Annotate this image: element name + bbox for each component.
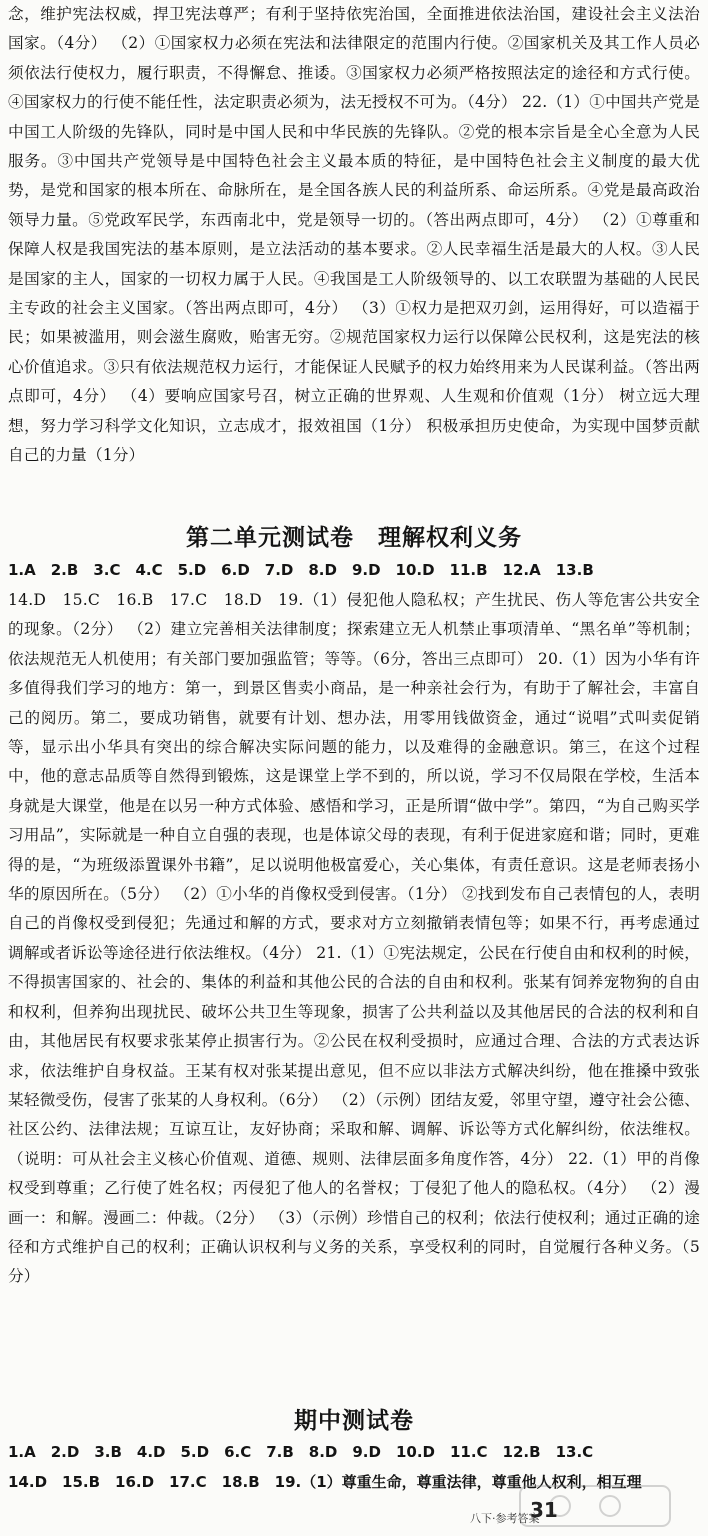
midterm-choice-answers-line1: 1.A 2.D 3.B 4.D 5.D 6.C 7.B 8.D 9.D 10.D 11.C 12.B 13.C	[8, 1443, 594, 1461]
section1-answer-text: 念，维护宪法权威，捍卫宪法尊严；有利于坚持依宪治国，全面推进依法治国，建设社会主义法治国家。（4分） （2）①国家权力必须在宪法和法律限定的范围内行使。②国家机关及其工作人员必须依法行使权力，履行职责，不得懈怠、推诿。③国家权力必须严格按照法定的途径和方式行使。④国家权力的行使不能任性，法定职责必须为，法无授权不可为。（4分） 22.（1）①中国共产党是中国工人阶级的先锋队，同时是中国人民和中华民族的先锋队。②党的根本宗旨是全心全意为人民服务。③中国共产党领导是中国特色社会主义最本质的特征，是中国特色社会主义制度的最大优势，是党和国家的根本所在、命脉所在，是全国各族人民的利益所系、命运所系。④党是最高政治领导力量。⑤党政军民学，东西南北中，党是领导一切的。（答出两点即可，4分） （2）①尊重和保障人权是我国宪法的基本原则，是立法活动的基本要求。②人民幸福生活是最大的人权。③人民是国家的主人，国家的一切权力属于人民。④我国是工人阶级领导的、以工农联盟为基础的人民民主专政的社会主义国家。（答出两点即可，4分） （3）①权力是把双刃剑，运用得好，可以造福于民；如果被滥用，则会滋生腐败，贻害无穷。②规范国家权力运行以保障公民权利，这是宪法的核心价值追求。③只有依法规范权力运行，才能保证人民赋予的权力始终用来为人民谋利益。（答出两点即可，4分） （4）要响应国家号召，树立正确的世界观、人生观和价值观（1分） 树立远大理想，努力学习科学文化知识，立志成才，报效祖国（1分） 积极承担历史使命，为实现中国梦贡献自己的力量（1分）	[8, 5, 700, 465]
unit2-answer-text: 14.D 15.C 16.B 17.C 18.D 19.（1）侵犯他人隐私权；产生扰民、伤人等危害公共安全的现象。（2分） （2）建立完善相关法律制度；探索建立无人机禁止事项清单、“黑名单”等机制；依法规范无人机使用；有关部门要加强监管；等等。（6分，答出三点即可） 20.（1）因为小华有许多值得我们学习的地方：第一，到景区售卖小商品，是一种亲社会行为，有助于了解社会，丰富自己的阅历。第二，要成功销售，就要有计划、想办法，用零用钱做资金，通过“说唱”式叫卖促销等，显示出小华具有突出的综合解决实际问题的能力，以及难得的金融意识。第三，在这个过程中，他的意志品质等自然得到锻炼，这是课堂上学不到的，所以说，学习不仅局限在学校，生活本身就是大课堂，他是在以另一种方式体验、感悟和学习，正是所谓“做中学”。第四，“为自己购买学习用品”，实际就是一种自立自强的表现，也是体谅父母的表现，有利于促进家庭和谐；同时，更难得的是，“为班级添置课外书籍”，足以说明他极富爱心，关心集体，有责任意识。这是老师表扬小华的原因所在。（5分） （2）①小华的肖像权受到侵害。（1分） ②找到发布自己表情包的人，表明自己的肖像权受到侵犯；先通过和解的方式，要求对方立刻撤销表情包等；如果不行，再考虑通过调解或者诉讼等途径进行依法维权。（4分） 21.（1）①宪法规定，公民在行使自由和权利的时候，不得损害国家的、社会的、集体的利益和其他公民的合法的自由和权利。张某有饲养宠物狗的自由和权利，但养狗出现扰民、破坏公共卫生等现象，损害了公共利益以及其他居民的合法的权利和自由，其他居民有权要求张某停止损害行为。②公民在权利受损时，应通过合理、合法的方式表达诉求，依法维护自身权益。王某有权对张某提出意见，但不应以非法方式解决纠纷，他在推搡中致张某轻微受伤，侵害了张某的人身权利。（6分） （2）（示例）团结友爱，邻里守望，遵守社会公德、社区公约、法律法规；互谅互让，友好协商；采取和解、调解、诉讼等方式化解纠纷，依法维权。（说明：可从社会主义核心价值观、道德、规则、法律层面多角度作答，4分） 22.（1）甲的肖像权受到尊重；乙行使了姓名权；丙侵犯了他人的名誉权；丁侵犯了他人的隐私权。（4分） （2）漫画一：和解。漫画二：仲裁。（2分） （3）（示例）珍惜自己的权利；依法行使权利；通过正确的途径和方式维护自己的权利；正确认识权利与义务的关系，享受权利的同时，自觉履行各种义务。（5分）	[8, 591, 700, 1286]
page-number: 31	[530, 1498, 558, 1522]
unit2-test-title: 第二单元测试卷 理解权利义务	[186, 525, 522, 551]
unit2-choice-answers: 1.A 2.B 3.C 4.C 5.D 6.D 7.D 8.D 9.D 10.D 11.B 12.A 13.B	[8, 561, 594, 579]
midterm-choice-answers-line2: 14.D 15.B 16.D 17.C 18.B 19.（1）尊重生命，尊重法律，尊重他人权利，相互理	[8, 1473, 642, 1491]
midterm-test-title: 期中测试卷	[294, 1408, 414, 1434]
footer-label: 八下·参考答案	[470, 1512, 540, 1525]
